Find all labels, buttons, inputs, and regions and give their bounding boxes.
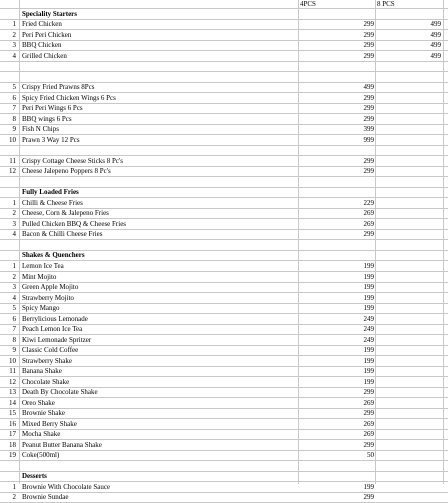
item-name: Peanut Butter Banana Shake	[22, 440, 102, 449]
item-name: Peri Peri Wings 6 Pcs	[22, 104, 83, 113]
price-4pcs: 299	[363, 167, 374, 176]
item-name: Crispy Cottage Cheese Sticks 8 Pc's	[22, 156, 124, 165]
price-4pcs: 299	[363, 41, 374, 50]
item-name: Crispy Fried Prawns 8Pcs	[22, 83, 95, 92]
item-number: 4	[12, 51, 16, 60]
item-number: 10	[9, 356, 16, 365]
item-number: 9	[12, 125, 16, 134]
grid-row-line	[0, 260, 448, 261]
price-4pcs: 299	[363, 440, 374, 449]
price-8pcs: 499	[430, 41, 441, 50]
grid-row-line	[0, 397, 448, 398]
item-number: 1	[12, 20, 16, 29]
grid-column-line	[298, 0, 299, 484]
item-number: 2	[12, 30, 16, 39]
grid-row-line	[0, 450, 448, 451]
item-name: Brownie Shake	[22, 409, 65, 418]
item-name: BBQ wings 6 Pcs	[22, 114, 72, 123]
grid-row-line	[0, 303, 448, 304]
item-number: 7	[12, 104, 16, 113]
price-4pcs: 199	[363, 272, 374, 281]
grid-row-line	[0, 366, 448, 367]
item-name: Prawn 3 Way 12 Pcs	[22, 135, 80, 144]
item-name: Green Apple Mojito	[22, 283, 79, 292]
item-number: 17	[9, 430, 16, 439]
item-number: 11	[9, 367, 16, 376]
price-4pcs: 199	[363, 293, 374, 302]
item-name: Spicy Fried Chicken Wings 6 Pcs	[22, 93, 116, 102]
item-name: Mint Mojito	[22, 272, 57, 281]
grid-row-line	[0, 124, 448, 125]
section-heading: Speciality Starters	[22, 9, 78, 18]
item-name: Death By Chocolate Shake	[22, 388, 98, 397]
item-number: 11	[9, 156, 16, 165]
price-4pcs: 299	[363, 20, 374, 29]
item-number: 14	[9, 398, 16, 407]
grid-column-line	[443, 0, 444, 484]
item-name: Chilli & Cheese Fries	[22, 198, 83, 207]
price-4pcs: 199	[363, 261, 374, 270]
item-name: Berrylicious Lemonade	[22, 314, 88, 323]
item-number: 9	[12, 346, 16, 355]
item-number: 8	[12, 114, 16, 123]
price-8pcs: 499	[430, 51, 441, 60]
item-name: Pulled Chicken BBQ & Cheese Fries	[22, 219, 127, 228]
grid-row-line	[0, 429, 448, 430]
grid-column-line	[375, 0, 376, 484]
item-number: 4	[12, 293, 16, 302]
price-4pcs: 299	[363, 156, 374, 165]
price-8pcs: 499	[430, 30, 441, 39]
price-8pcs: 499	[430, 20, 441, 29]
item-number: 3	[12, 219, 16, 228]
price-4pcs: 299	[363, 51, 374, 60]
price-4pcs: 299	[363, 93, 374, 102]
grid-row-line	[0, 61, 448, 62]
item-number: 6	[12, 314, 16, 323]
item-name: Coke(500ml)	[22, 451, 60, 460]
section-heading: Shakes & Quenchers	[22, 251, 85, 260]
item-name: Fish N Chips	[22, 125, 59, 134]
item-name: Cheese, Corn & Jalepeno Fries	[22, 209, 109, 218]
price-4pcs: 199	[363, 356, 374, 365]
price-4pcs: 269	[363, 219, 374, 228]
price-4pcs: 299	[363, 493, 374, 502]
price-4pcs: 249	[363, 335, 374, 344]
item-number: 10	[9, 135, 16, 144]
price-4pcs: 299	[363, 230, 374, 239]
item-name: Peach Lemon Ice Tea	[22, 325, 83, 334]
item-name: Kiwi Lemonade Spritzer	[22, 335, 92, 344]
grid-row-line	[0, 71, 448, 72]
price-4pcs: 499	[363, 83, 374, 92]
item-name: Strawberry Shake	[22, 356, 72, 365]
grid-row-line	[0, 471, 448, 472]
item-number: 19	[9, 451, 16, 460]
price-4pcs: 229	[363, 198, 374, 207]
price-4pcs: 269	[363, 209, 374, 218]
grid-row-line	[0, 460, 448, 461]
column-header-8pcs: 8 PCS	[377, 0, 395, 8]
grid-row-line	[0, 408, 448, 409]
item-name: Classic Cold Coffee	[22, 346, 79, 355]
item-name: BBQ Chicken	[22, 41, 62, 50]
price-4pcs: 299	[363, 104, 374, 113]
item-name: Mixed Berry Shake	[22, 419, 77, 428]
item-number: 3	[12, 41, 16, 50]
price-4pcs: 199	[363, 367, 374, 376]
price-4pcs: 269	[363, 430, 374, 439]
price-4pcs: 199	[363, 283, 374, 292]
item-number: 5	[12, 304, 16, 313]
item-number: 3	[12, 283, 16, 292]
column-header-4pcs: 4PCS	[300, 0, 316, 8]
item-number: 2	[12, 209, 16, 218]
item-name: Oreo Shake	[22, 398, 55, 407]
price-4pcs: 249	[363, 325, 374, 334]
section-heading: Fully Loaded Fries	[22, 188, 79, 197]
item-number: 16	[9, 419, 16, 428]
item-name: Spicy Mango	[22, 304, 60, 313]
item-name: Cheese Jalepeno Poppers 8 Pc's	[22, 167, 111, 176]
grid-column-line	[19, 0, 20, 484]
price-4pcs: 199	[363, 377, 374, 386]
item-number: 7	[12, 325, 16, 334]
item-name: Brownie Sundae	[22, 493, 69, 502]
item-number: 4	[12, 230, 16, 239]
item-name: Lemon Ice Tea	[22, 261, 64, 270]
item-number: 6	[12, 93, 16, 102]
price-4pcs: 999	[363, 135, 374, 144]
item-name: Banana Shake	[22, 367, 62, 376]
price-4pcs: 269	[363, 419, 374, 428]
price-4pcs: 299	[363, 409, 374, 418]
item-number: 2	[12, 272, 16, 281]
price-4pcs: 199	[363, 304, 374, 313]
item-number: 12	[9, 377, 16, 386]
price-4pcs: 399	[363, 125, 374, 134]
item-number: 15	[9, 409, 16, 418]
item-number: 1	[12, 198, 16, 207]
item-number: 1	[12, 261, 16, 270]
price-4pcs: 299	[363, 114, 374, 123]
grid-row-line	[0, 145, 448, 146]
grid-row-line	[0, 176, 448, 177]
item-number: 13	[9, 388, 16, 397]
item-number: 1	[12, 482, 16, 491]
item-name: Chocolate Shake	[22, 377, 70, 386]
item-name: Fried Chicken	[22, 20, 62, 29]
price-4pcs: 199	[363, 482, 374, 491]
price-4pcs: 199	[363, 346, 374, 355]
item-name: Bacon & Chilli Cheese Fries	[22, 230, 103, 239]
item-number: 18	[9, 440, 16, 449]
item-name: Mocha Shake	[22, 430, 61, 439]
price-4pcs: 269	[363, 398, 374, 407]
item-number: 12	[9, 167, 16, 176]
item-number: 2	[12, 493, 16, 502]
grid-row-line	[0, 239, 448, 240]
price-4pcs: 50	[367, 451, 374, 460]
item-name: Peri Peri Chicken	[22, 30, 72, 39]
price-4pcs: 299	[363, 388, 374, 397]
item-number: 8	[12, 335, 16, 344]
price-4pcs: 249	[363, 314, 374, 323]
item-number: 5	[12, 83, 16, 92]
item-name: Brownie With Chocolate Sauce	[22, 482, 111, 491]
section-heading: Desserts	[22, 472, 47, 481]
grid-row-line	[0, 271, 448, 272]
price-4pcs: 299	[363, 30, 374, 39]
item-name: Grilled Chicken	[22, 51, 67, 60]
item-name: Strawberry Mojito	[22, 293, 74, 302]
